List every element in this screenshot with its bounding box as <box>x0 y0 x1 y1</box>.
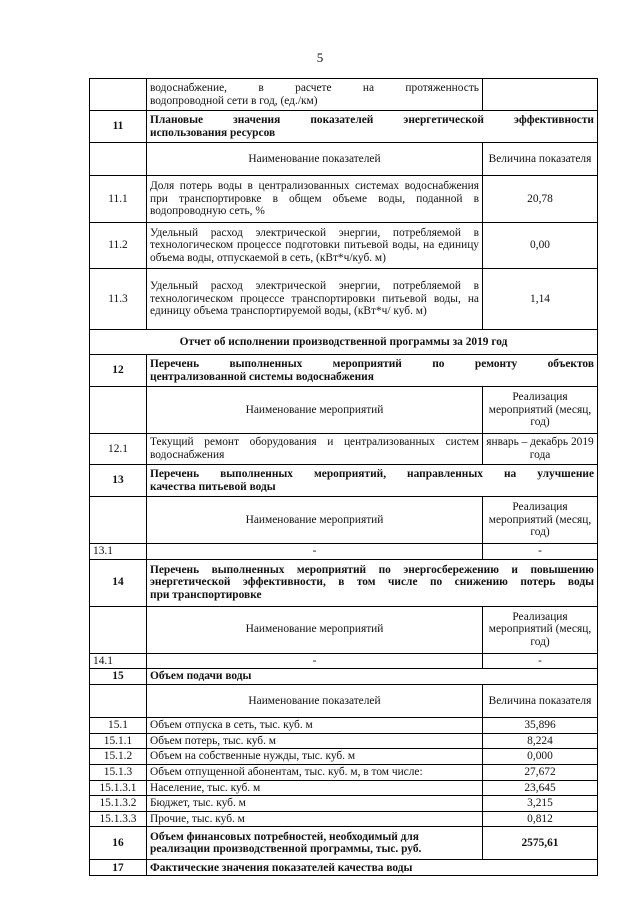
column-header-row <box>90 143 598 176</box>
report-title: Отчет об исполнении производственной программы за 2019 год <box>90 330 598 355</box>
row-number: 15.1.1 <box>90 733 147 749</box>
column-header-name: Наименование мероприятий <box>147 606 483 653</box>
section-header-12 <box>90 355 598 387</box>
row-text: Объем потерь, тыс. куб. м <box>147 733 483 749</box>
table-row <box>90 733 598 749</box>
row-number: 15.1.3.1 <box>90 780 147 796</box>
row-number <box>90 79 147 111</box>
section-number: 15 <box>90 669 147 685</box>
section-header-15 <box>90 669 598 685</box>
column-header-name: Наименование показателей <box>147 685 483 718</box>
table-row <box>90 780 598 796</box>
section-title-line: Плановые значения показателей энергетической эффективности <box>150 113 594 126</box>
row-value: - <box>483 653 598 669</box>
table-row <box>90 749 598 765</box>
table-row <box>90 544 598 560</box>
section-title <box>147 827 483 860</box>
section-number: 12 <box>90 355 147 387</box>
row-value: январь – декабрь 2019 года <box>483 434 598 465</box>
row-text: - <box>147 544 483 560</box>
section-title <box>147 465 598 497</box>
row-text: Объем отпуска в сеть, тыс. куб. м <box>147 718 483 734</box>
empty-cell <box>90 685 147 718</box>
column-header-value: Величина показателя <box>483 685 598 718</box>
column-header-row <box>90 685 598 718</box>
row-text: Население, тыс. куб. м <box>147 780 483 796</box>
section-header-17 <box>90 860 598 876</box>
row-number: 15.1.3.2 <box>90 796 147 812</box>
row-text: Объем отпущенной абонентам, тыс. куб. м, в том числе: <box>147 764 483 780</box>
table-row <box>90 811 598 827</box>
row-text-line: водоснабжение, в расчете на протяженность <box>150 81 479 94</box>
row-value: 2575,61 <box>483 827 598 860</box>
section-title-line: реализации производственной программы, тыс. руб. <box>150 843 422 856</box>
empty-cell <box>90 387 147 434</box>
row-text: - <box>147 653 483 669</box>
section-title-line: Перечень выполненных мероприятий по ремонту объектов <box>150 357 594 370</box>
column-header-name: Наименование мероприятий <box>147 497 483 544</box>
row-value: 0,000 <box>483 749 598 765</box>
column-header-name: Наименование мероприятий <box>147 387 483 434</box>
section-title <box>147 111 598 143</box>
column-header-value: Реализация мероприятий (месяц, год) <box>483 606 598 653</box>
row-number: 11.1 <box>90 176 147 223</box>
column-header-value: Реализация мероприятий (месяц, год) <box>483 497 598 544</box>
section-header-14 <box>90 559 598 606</box>
row-number: 14.1 <box>90 653 147 669</box>
section-title-line: Перечень выполненных мероприятий, направленных на улучшение <box>150 467 594 480</box>
section-number: 14 <box>90 559 147 606</box>
row-value: 27,672 <box>483 764 598 780</box>
row-value <box>483 79 598 111</box>
section-title-line: качества питьевой воды <box>150 480 276 493</box>
row-value: 20,78 <box>483 176 598 223</box>
row-text: Доля потерь воды в централизованных системах водоснабжения при транспортировке в общем объеме воды, поданной в водопроводную сеть, % <box>147 176 483 223</box>
empty-cell <box>90 606 147 653</box>
row-number: 15.1.3.3 <box>90 811 147 827</box>
table-row <box>90 223 598 269</box>
table-row <box>90 718 598 734</box>
section-number: 13 <box>90 465 147 497</box>
table-row <box>90 653 598 669</box>
table-row <box>90 176 598 223</box>
page-number: 5 <box>316 50 324 65</box>
table-row <box>90 764 598 780</box>
section-title <box>147 355 598 387</box>
column-header-value: Величина показателя <box>483 143 598 176</box>
column-header-value: Реализация мероприятий (месяц, год) <box>483 387 598 434</box>
document-table <box>89 78 598 876</box>
section-title-line: энергетической эффективности, в том числе по снижению потерь воды <box>150 576 594 589</box>
row-number: 12.1 <box>90 434 147 465</box>
report-title-row <box>90 330 598 355</box>
row-number: 15.1.3 <box>90 764 147 780</box>
column-header-row <box>90 387 598 434</box>
row-text-line: водопроводной сети в год, (ед./км) <box>150 94 318 107</box>
section-title-line: централизованной системы водоснабжения <box>150 370 374 383</box>
section-title: Объем подачи воды <box>147 669 598 685</box>
column-header-row <box>90 497 598 544</box>
section-number: 16 <box>90 827 147 860</box>
row-number: 11.2 <box>90 223 147 269</box>
section-header-13 <box>90 465 598 497</box>
section-title <box>147 559 598 606</box>
row-value: 8,224 <box>483 733 598 749</box>
row-value: - <box>483 544 598 560</box>
section-number: 11 <box>90 111 147 143</box>
table-row <box>90 796 598 812</box>
row-text: Бюджет, тыс. куб. м <box>147 796 483 812</box>
row-text: Удельный расход электрической энергии, потребляемой в технологическом процессе транспортировки питьевой воды, на единицу объема транспортируемой воды, (кВт*ч/ куб. м) <box>147 269 483 330</box>
empty-cell <box>90 497 147 544</box>
section-title-line: использования ресурсов <box>150 126 276 139</box>
row-number: 15.1 <box>90 718 147 734</box>
empty-cell <box>90 143 147 176</box>
section-header-11 <box>90 111 598 143</box>
column-header-name: Наименование показателей <box>147 143 483 176</box>
row-value: 35,896 <box>483 718 598 734</box>
section-title-line: Перечень выполненных мероприятий по энергосбережению и повышению <box>150 563 594 576</box>
column-header-row <box>90 606 598 653</box>
row-value: 0,812 <box>483 811 598 827</box>
section-number: 17 <box>90 860 147 876</box>
section-title: Фактические значения показателей качества воды <box>147 860 598 876</box>
row-number: 15.1.2 <box>90 749 147 765</box>
row-value: 0,00 <box>483 223 598 269</box>
section-header-16 <box>90 827 598 860</box>
table-row <box>90 269 598 330</box>
section-title-line: при транспортировке <box>150 588 262 601</box>
row-text: Текущий ремонт оборудования и централизованных систем водоснабжения <box>147 434 483 465</box>
row-text <box>147 79 483 111</box>
table-row <box>90 434 598 465</box>
row-value: 1,14 <box>483 269 598 330</box>
row-number: 11.3 <box>90 269 147 330</box>
row-text: Удельный расход электрической энергии, потребляемой в технологическом процессе подготовки питьевой воды, на единицу объема воды, отпускаемой в сеть, (кВт*ч/куб. м) <box>147 223 483 269</box>
row-value: 3,215 <box>483 796 598 812</box>
row-text: Объем на собственные нужды, тыс. куб. м <box>147 749 483 765</box>
table-row <box>90 79 598 111</box>
section-title-line: Объем финансовых потребностей, необходимый для <box>150 830 419 843</box>
row-number: 13.1 <box>90 544 147 560</box>
row-value: 23,645 <box>483 780 598 796</box>
row-text: Прочие, тыс. куб. м <box>147 811 483 827</box>
